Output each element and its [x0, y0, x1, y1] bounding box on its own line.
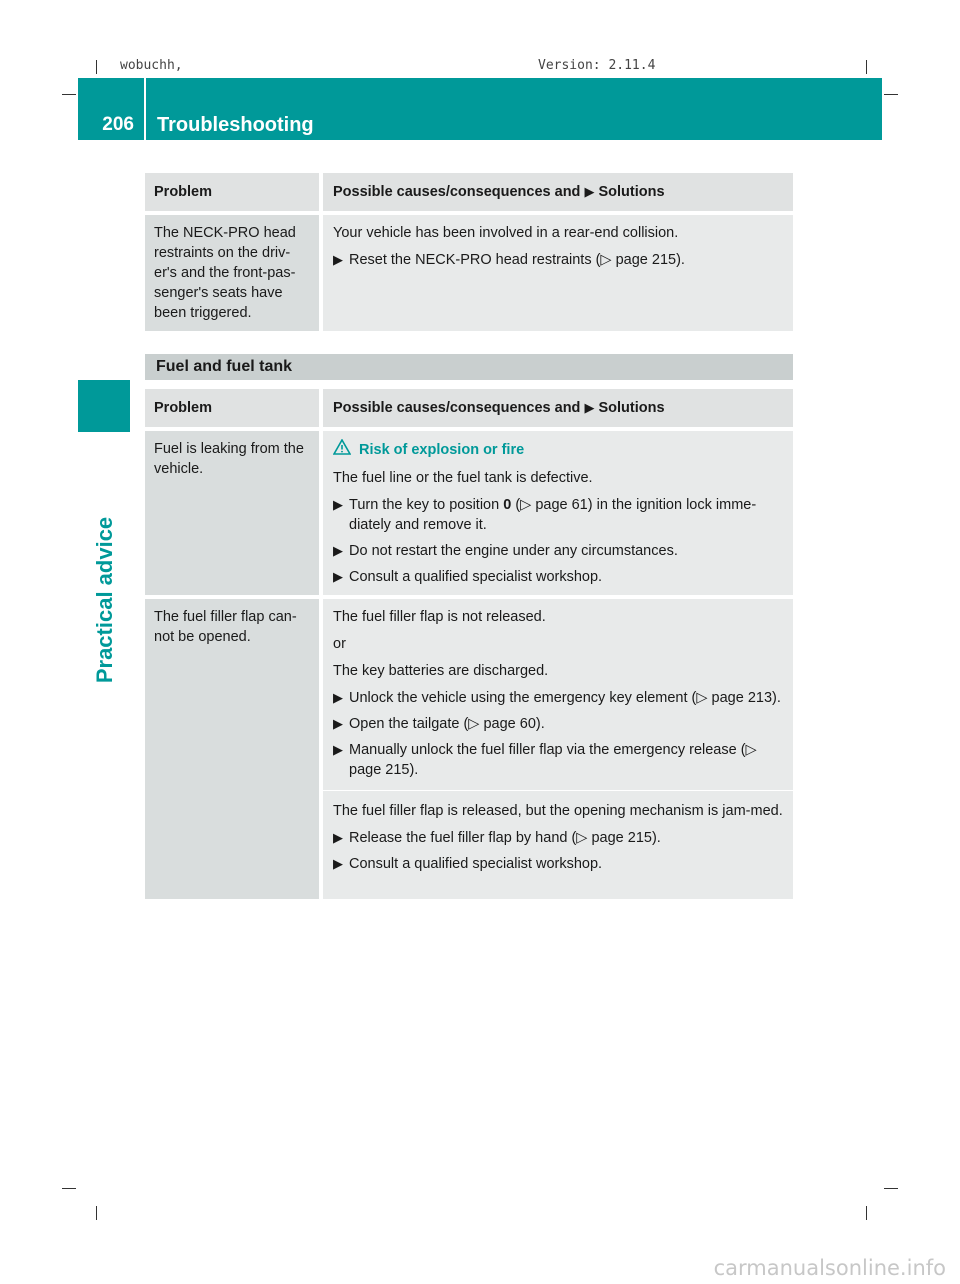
solution-cell — [323, 431, 793, 595]
solution-step — [333, 854, 785, 874]
step-text: Manually unlock the fuel filler flap via the emergency release (▷ page 215). — [349, 742, 757, 778]
action-arrow-icon: ▶ — [333, 716, 343, 731]
solution-step — [333, 250, 785, 270]
cause-text: The key batteries are discharged. — [333, 663, 549, 679]
watermark: carmanualsonline.info — [713, 1256, 946, 1280]
table-header-row — [145, 173, 793, 211]
table-row — [145, 215, 793, 331]
step-text: Consult a qualified specialist workshop. — [349, 856, 603, 872]
solution-cell — [323, 215, 793, 331]
table-fuel — [145, 389, 793, 899]
cause-text: Your vehicle has been involved in a rear-end collision. — [333, 225, 679, 241]
table-row — [145, 599, 793, 899]
key-position: 0 — [503, 497, 512, 513]
column-header-solutions-text: Solutions — [598, 184, 665, 200]
step-text-part: (▷ page 61) in the ignition lock imme-diately and remove it. — [349, 497, 757, 533]
solution-step — [333, 688, 785, 708]
page-number: 206 — [102, 114, 134, 135]
solution-step — [333, 567, 785, 587]
action-arrow-icon: ▶ — [333, 569, 343, 584]
action-arrow-icon: ▶ — [584, 184, 595, 199]
column-header-causes-text: Possible causes/consequences and — [333, 184, 581, 200]
solution-step — [333, 495, 785, 535]
crop-mark — [866, 60, 867, 74]
crop-mark — [884, 94, 898, 95]
cause-text: The fuel filler flap is not released. — [333, 609, 546, 625]
solution-step — [333, 740, 785, 780]
column-header-causes-text: Possible causes/consequences and — [333, 400, 581, 416]
action-arrow-icon: ▶ — [333, 690, 343, 705]
header-divider — [144, 78, 146, 140]
or-text: or — [333, 636, 346, 652]
action-arrow-icon: ▶ — [333, 543, 343, 558]
cause-text: The fuel line or the fuel tank is defective. — [333, 470, 593, 486]
print-meta-right: Version: 2.11.4 — [538, 58, 656, 73]
action-arrow-icon: ▶ — [333, 856, 343, 871]
table-neck-pro — [145, 173, 793, 331]
step-text: Release the fuel filler flap by hand (▷ page 215). — [349, 830, 661, 846]
print-meta-left: wobuchh, — [120, 58, 183, 73]
side-tab — [78, 380, 130, 432]
crop-mark — [96, 60, 97, 74]
column-header-causes — [323, 389, 793, 427]
crop-mark — [866, 1206, 867, 1220]
action-arrow-icon: ▶ — [584, 400, 595, 415]
column-header-causes — [323, 173, 793, 211]
action-arrow-icon: ▶ — [333, 497, 343, 512]
action-arrow-icon: ▶ — [333, 830, 343, 845]
step-text: Do not restart the engine under any circumstances. — [349, 543, 678, 559]
table-row — [145, 431, 793, 595]
problem-cell: The NECK-PRO head restraints on the driv-er's and the front-pas-senger's seats have been triggered. — [145, 215, 319, 331]
step-text: Consult a qualified specialist workshop. — [349, 569, 603, 585]
action-arrow-icon: ▶ — [333, 252, 343, 267]
column-header-problem: Problem — [145, 173, 319, 211]
crop-mark — [96, 1206, 97, 1220]
solution-cell — [323, 599, 793, 899]
warning-line — [333, 439, 785, 461]
section-heading-fuel: Fuel and fuel tank — [145, 354, 793, 380]
crop-mark — [62, 1188, 76, 1189]
step-text: Unlock the vehicle using the emergency key element (▷ page 213). — [349, 690, 781, 706]
page-title: Troubleshooting — [157, 114, 314, 136]
action-arrow-icon: ▶ — [333, 742, 343, 757]
solution-step — [333, 541, 785, 561]
step-text-part: Turn the key to position — [349, 497, 500, 513]
solution-step — [333, 714, 785, 734]
solution-step — [333, 828, 785, 848]
step-text — [349, 495, 785, 535]
problem-cell: Fuel is leaking from the vehicle. — [145, 431, 319, 595]
column-header-solutions-text: Solutions — [598, 400, 665, 416]
warning-text: Risk of explosion or fire — [359, 442, 525, 458]
warning-triangle-icon — [333, 439, 359, 461]
cell-divider — [323, 790, 793, 791]
crop-mark — [884, 1188, 898, 1189]
column-header-problem: Problem — [145, 389, 319, 427]
problem-cell: The fuel filler flap can-not be opened. — [145, 599, 319, 899]
step-text: Reset the NECK-PRO head restraints (▷ page 215). — [349, 252, 685, 268]
table-header-row — [145, 389, 793, 427]
crop-mark — [62, 94, 76, 95]
side-label: Practical advice — [92, 516, 117, 684]
step-text: Open the tailgate (▷ page 60). — [349, 716, 545, 732]
cause-text: The fuel filler flap is released, but the opening mechanism is jam-med. — [333, 803, 783, 819]
